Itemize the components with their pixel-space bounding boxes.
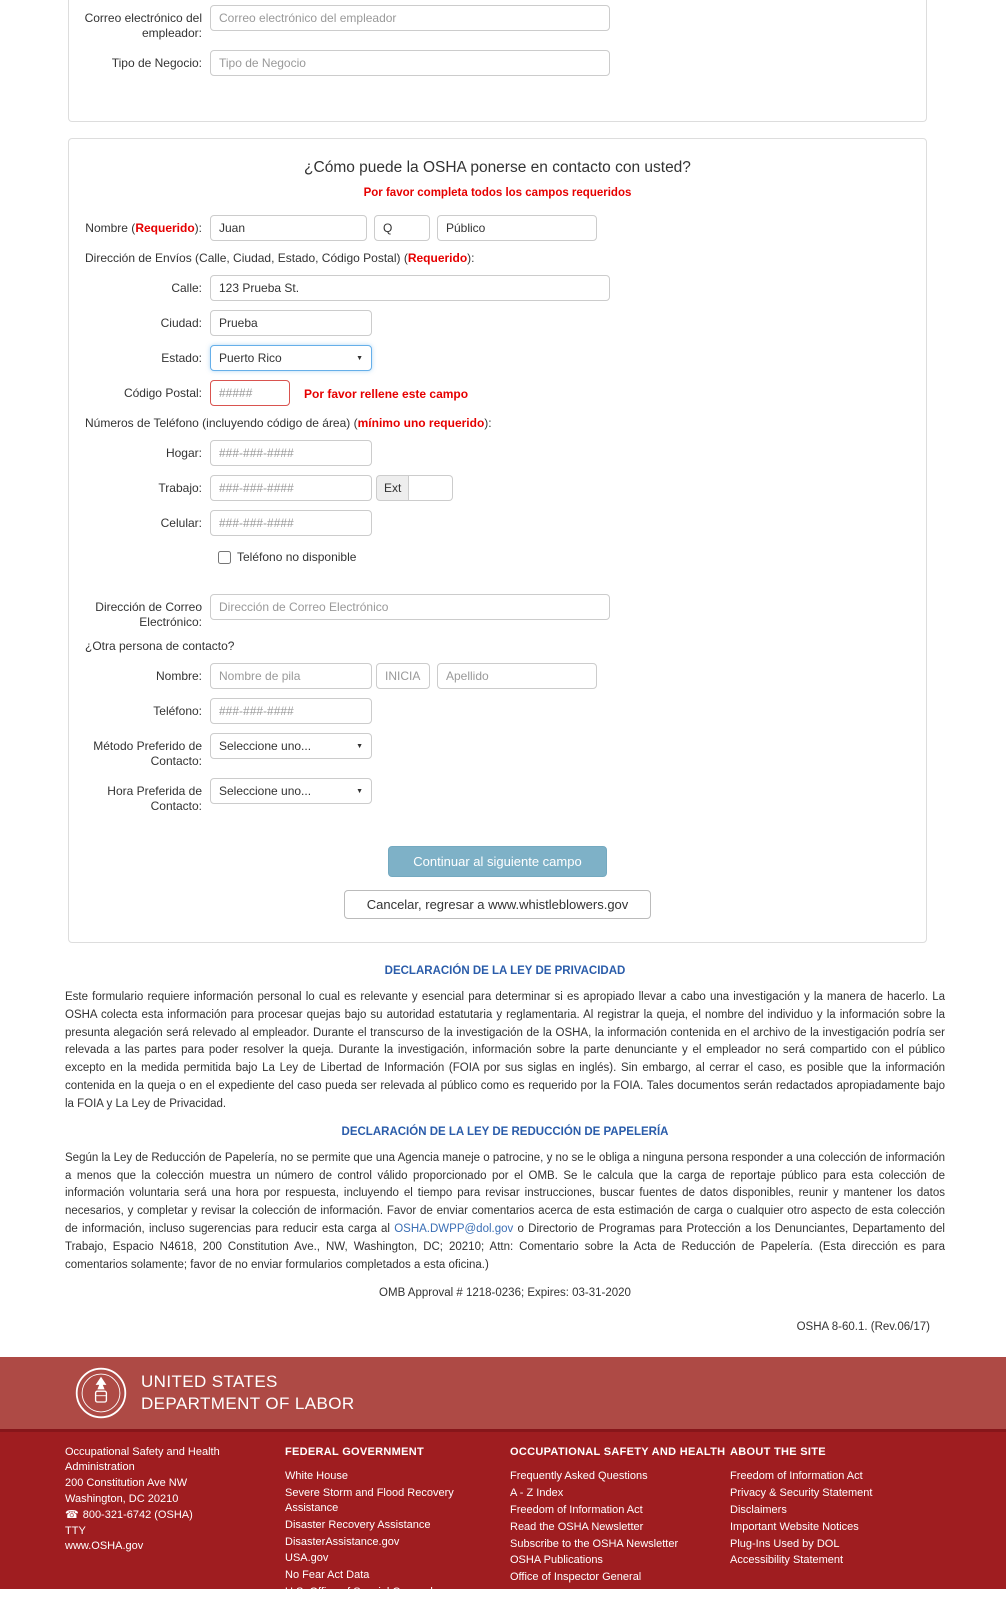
employer-panel: [68, 0, 927, 122]
footer-federal-column: [285, 1445, 510, 1599]
name-required-flag: Requerido: [135, 221, 195, 235]
preferred-method-select[interactable]: [210, 733, 372, 759]
email-address-input[interactable]: [210, 594, 610, 620]
mailing-address-heading: Dirección de Envíos (Calle, Ciudad, Estado, Código Postal) (Requerido):: [85, 251, 475, 265]
footer-link[interactable]: A - Z Index: [510, 1487, 564, 1500]
preferred-method-value: Seleccione uno...: [219, 739, 312, 753]
home-phone-input[interactable]: [210, 440, 372, 466]
first-name-input[interactable]: [210, 215, 367, 241]
footer-link[interactable]: Disaster Recovery Assistance: [285, 1518, 431, 1531]
chevron-down-icon: ▼: [356, 742, 363, 750]
extension-input[interactable]: [409, 475, 453, 501]
address-required-flag: Requerido: [407, 251, 468, 265]
footer-address-line2: Washington, DC 20210: [65, 1492, 179, 1505]
street-input[interactable]: [210, 275, 610, 301]
preferred-time-select[interactable]: [210, 778, 372, 804]
chevron-down-icon: ▼: [356, 787, 363, 795]
footer-link[interactable]: White House: [285, 1470, 348, 1483]
cell-phone-input[interactable]: [210, 510, 372, 536]
paperwork-act-body: Según la Ley de Reducción de Papelería, no se permite que una Agencia maneje o patrocine, y no se le obliga a ninguna persona responder a una colección de información a menos que la colección muestra un número de control válido proporcionado por el OMB. Se le calcula que la carga de reportaje público para esta colección de información voluntaria será una hora por respuesta, incluyendo el tiempo para revisar instrucciones, buscar fuentes de datos disponibles, reunir y mantener los datos necesarios, y completar y revisar la colección de información. Favor de enviar comentarios acerca de esta estimación de carga o cualquier otro aspecto de esta colección de información, incluso sugerencias para reducir esta carga al OSHA.DWPP@dol.gov o Directorio de Programas para Protección a los Denunciantes, Departamento del Trabajo, Espacio N4618, 200 Constitution Ave., NW, Washington, DC; 20210; Attn: Comentario sobre la Acta de Reducción de Papelería. (Esta dirección es para comentarios solamente; favor de no enviar formularios completados a esta oficina.): [65, 1151, 945, 1271]
osha-form-number: OSHA 8-60.1. (Rev.06/17): [796, 1321, 930, 1334]
middle-initial-input[interactable]: [374, 215, 430, 241]
footer-phone-line: ☎ 800-321-6742 (OSHA): [65, 1508, 193, 1521]
zip-label: Código Postal:: [123, 386, 202, 400]
state-label: Estado:: [161, 351, 202, 365]
work-phone-input[interactable]: [210, 475, 372, 501]
footer: [0, 1357, 1006, 1599]
other-phone-label: Teléfono:: [153, 704, 202, 718]
footer-link[interactable]: OSHA Publications: [510, 1554, 603, 1567]
contact-section-title: ¿Cómo puede la OSHA ponerse en contacto con usted?: [304, 159, 691, 176]
about-the-site-heading: ABOUT THE SITE: [730, 1446, 826, 1459]
footer-agency-band: [0, 1357, 1006, 1429]
zip-error-message: Por favor rellene este campo: [304, 387, 469, 401]
preferred-time-value: Seleccione uno...: [219, 784, 312, 798]
no-phone-checkbox[interactable]: [218, 551, 231, 564]
home-phone-label: Hogar:: [165, 446, 202, 460]
work-phone-label: Trabajo:: [158, 481, 202, 495]
footer-link[interactable]: Privacy & Security Statement: [730, 1487, 873, 1500]
phones-required-flag: mínimo uno requerido: [357, 416, 485, 430]
footer-link[interactable]: U.S. Office of Special Counsel: [285, 1586, 433, 1599]
footer-link[interactable]: USA.gov: [285, 1552, 329, 1565]
dol-seal-icon: [74, 1366, 128, 1420]
employer-email-label: Correo electrónico del empleador:: [84, 11, 202, 40]
cancel-button[interactable]: Cancelar, regresar a www.whistleblowers.gov: [344, 890, 652, 919]
footer-link[interactable]: Severe Storm and Flood Recovery Assistance: [285, 1487, 454, 1514]
preferred-method-label: Método Preferido de Contacto:: [93, 739, 202, 768]
footer-link[interactable]: Freedom of Information Act: [510, 1503, 643, 1516]
footer-link[interactable]: Subscribe to the OSHA Newsletter: [510, 1537, 679, 1550]
occupational-safety-heading: OCCUPATIONAL SAFETY AND HEALTH: [510, 1446, 726, 1459]
phones-heading: Números de Teléfono (incluyendo código de área) (mínimo uno requerido):: [85, 416, 492, 430]
name-label: Nombre (Requerido):: [85, 221, 202, 235]
other-phone-input[interactable]: [210, 698, 372, 724]
privacy-act-body: Este formulario requiere información personal lo cual es relevante y esencial para determinar si es apropiado llevar a cabo una investigación y la manera de hacerlo. La OSHA colecta esta información para procesar quejas bajo su autoridad estatutaria y reglamentaria. Al registrar la queja, el nombre del individuo y la información sobre la presunta alegación será relevado al empleador. Durante el transcurso de la investigación de la OSHA, la información contenida en el archivo de la investigación podría ser relevada a las partes para poder resolver la queja. Durante la investigación, información sobre la parte denunciante y el empleador no será compartido con el público excepto en la medida permitida bajo La Ley de Libertad de Información (FOIA por sus siglas en inglés). Sin embargo, al cerrar el caso, es posible que la información contenida en la queja o en el expediente del caso pueda ser relevada al público como es requerido por la FOIA. Tales documentos serán redactados apropiadamente bajo la FOIA y La Ley de Privacidad.: [65, 991, 945, 1110]
employer-email-input[interactable]: [210, 5, 610, 31]
business-type-label: Tipo de Negocio:: [111, 56, 202, 70]
footer-link[interactable]: Office of Inspector General: [510, 1571, 642, 1584]
footer-links-band: [0, 1429, 1006, 1599]
footer-agency-line1: UNITED STATES: [141, 1372, 278, 1392]
email-address-label: Dirección de Correo Electrónico:: [95, 600, 202, 629]
city-label: Ciudad:: [160, 316, 202, 330]
other-last-name-input[interactable]: [437, 663, 597, 689]
footer-about-column: [730, 1445, 930, 1589]
footer-agency-name: Occupational Safety and Health Administration: [65, 1446, 220, 1474]
no-phone-checkbox-label: Teléfono no disponible: [237, 550, 357, 564]
footer-link[interactable]: Accessibility Statement: [730, 1554, 844, 1567]
extension-addon-label: Ext: [376, 475, 409, 501]
contact-panel: [68, 138, 927, 943]
dwpp-email-link[interactable]: OSHA.DWPP@dol.gov: [394, 1222, 514, 1235]
required-fields-notice: Por favor completa todos los campos requeridos: [363, 187, 632, 199]
footer-link[interactable]: Disclaimers: [730, 1503, 787, 1516]
omb-approval-line: OMB Approval # 1218-0236; Expires: 03-31-2020: [379, 1287, 631, 1300]
footer-tty-line: TTY: [65, 1524, 86, 1537]
state-select[interactable]: [210, 345, 372, 371]
footer-contact-column: [65, 1445, 285, 1589]
preferred-time-label: Hora Preferida de Contacto:: [107, 784, 202, 813]
footer-link[interactable]: DisasterAssistance.gov: [285, 1535, 400, 1548]
footer-osh-column: [510, 1445, 730, 1589]
city-input[interactable]: [210, 310, 372, 336]
footer-link[interactable]: Read the OSHA Newsletter: [510, 1520, 644, 1533]
zip-input[interactable]: [210, 380, 290, 406]
continue-button[interactable]: Continuar al siguiente campo: [388, 846, 606, 877]
footer-link[interactable]: Important Website Notices: [730, 1520, 859, 1533]
chevron-down-icon: ▼: [356, 354, 363, 362]
declarations-section: [65, 965, 945, 1333]
other-contact-heading: ¿Otra persona de contacto?: [85, 639, 235, 653]
other-first-name-input[interactable]: [210, 663, 372, 689]
paperwork-act-heading: DECLARACIÓN DE LA LEY DE REDUCCIÓN DE PAPELERÍA: [341, 1125, 669, 1138]
footer-link[interactable]: Plug-Ins Used by DOL: [730, 1537, 840, 1550]
cell-phone-label: Celular:: [160, 516, 202, 530]
other-initial-input[interactable]: [376, 663, 430, 689]
privacy-act-heading: DECLARACIÓN DE LA LEY DE PRIVACIDAD: [384, 965, 626, 977]
footer-address-line1: 200 Constitution Ave NW: [65, 1477, 188, 1490]
footer-osha-gov-link[interactable]: www.OSHA.gov: [65, 1540, 144, 1553]
federal-government-heading: FEDERAL GOVERNMENT: [285, 1446, 425, 1459]
last-name-input[interactable]: [437, 215, 597, 241]
other-name-label: Nombre:: [155, 669, 202, 683]
phone-icon: ☎: [65, 1508, 79, 1521]
street-label: Calle:: [171, 281, 202, 295]
business-type-input[interactable]: [210, 50, 610, 76]
state-select-value: Puerto Rico: [219, 351, 282, 365]
footer-link[interactable]: Freedom of Information Act: [730, 1470, 863, 1483]
footer-agency-line2: DEPARTMENT OF LABOR: [141, 1394, 355, 1414]
footer-link[interactable]: No Fear Act Data: [285, 1569, 370, 1582]
footer-link[interactable]: Frequently Asked Questions: [510, 1470, 648, 1483]
